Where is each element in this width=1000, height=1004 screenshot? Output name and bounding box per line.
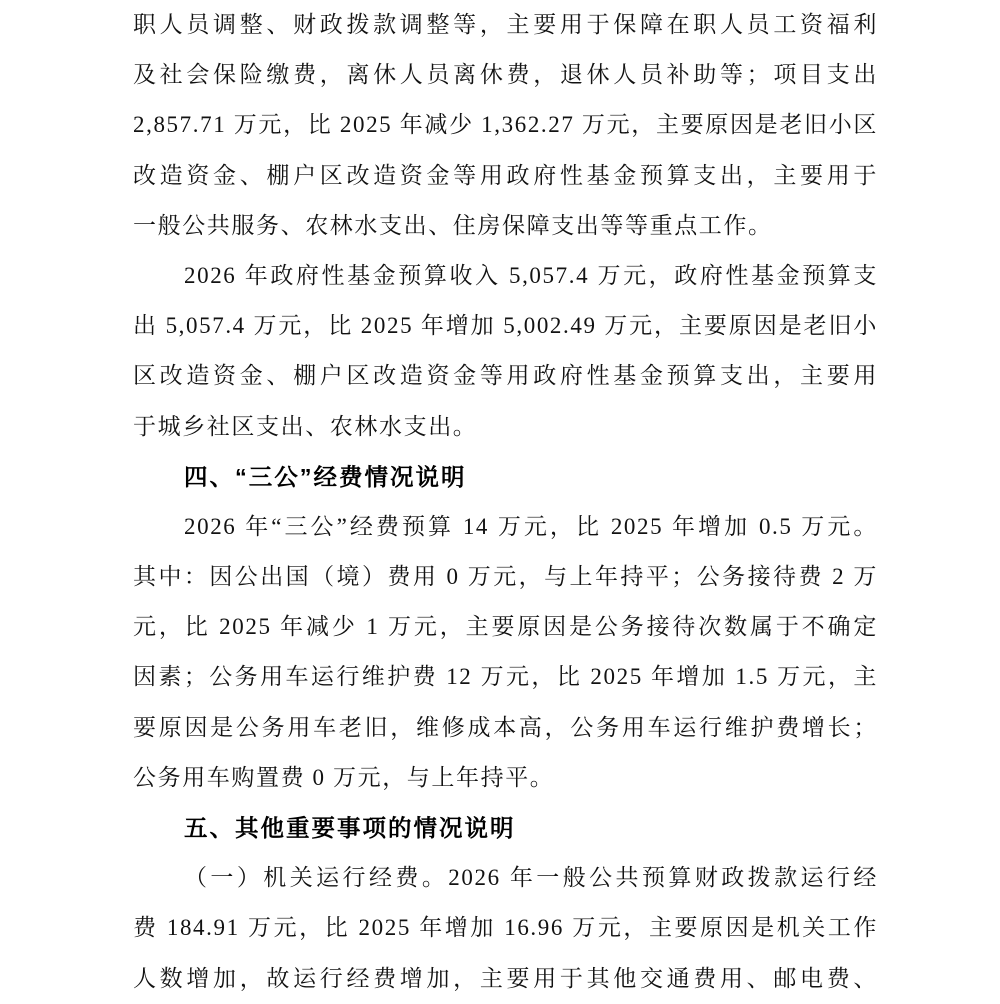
body-line: 改造资金、棚户区改造资金等用政府性基金预算支出，主要用于 <box>133 162 878 188</box>
body-line: 费 184.91 万元，比 2025 年增加 16.96 万元，主要原因是机关工作 <box>133 915 878 941</box>
body-line: 出 5,057.4 万元，比 2025 年增加 5,002.49 万元，主要原因是老旧小 <box>133 313 878 339</box>
section-heading-three-public-funds: 四、“三公”经费情况说明 <box>184 463 467 490</box>
body-line: 2026 年“三公”经费预算 14 万元，比 2025 年增加 0.5 万元。 <box>184 513 878 539</box>
section-heading-other-important-matters: 五、其他重要事项的情况说明 <box>184 815 516 841</box>
body-line: 区改造资金、棚户区改造资金等用政府性基金预算支出，主要用 <box>133 363 878 389</box>
body-line: 职人员调整、财政拨款调整等，主要用于保障在职人员工资福利 <box>133 12 878 37</box>
body-line: 及社会保险缴费，离休人员离休费，退休人员补助等；项目支出 <box>133 62 878 88</box>
body-line: 2026 年政府性基金预算收入 5,057.4 万元，政府性基金预算支 <box>184 262 878 288</box>
body-line: 因素；公务用车运行维护费 12 万元，比 2025 年增加 1.5 万元，主 <box>133 664 878 690</box>
body-line: 于城乡社区支出、农林水支出。 <box>133 413 478 439</box>
body-line: （一）机关运行经费。2026 年一般公共预算财政拨款运行经 <box>184 865 878 891</box>
body-line: 人数增加，故运行经费增加，主要用于其他交通费用、邮电费、 <box>133 965 878 991</box>
body-line: 要原因是公务用车老旧，维修成本高，公务用车运行维护费增长； <box>133 714 878 740</box>
body-line: 公务用车购置费 0 万元，与上年持平。 <box>133 764 555 790</box>
body-line: 2,857.71 万元，比 2025 年减少 1,362.27 万元，主要原因是老旧小区 <box>133 112 878 138</box>
body-line: 一般公共服务、农林水支出、住房保障支出等等重点工作。 <box>133 212 773 238</box>
body-line: 元，比 2025 年减少 1 万元，主要原因是公务接待次数属于不确定 <box>133 614 878 640</box>
text-column <box>133 0 878 1004</box>
body-line: 其中：因公出国（境）费用 0 万元，与上年持平；公务接待费 2 万 <box>133 564 878 590</box>
